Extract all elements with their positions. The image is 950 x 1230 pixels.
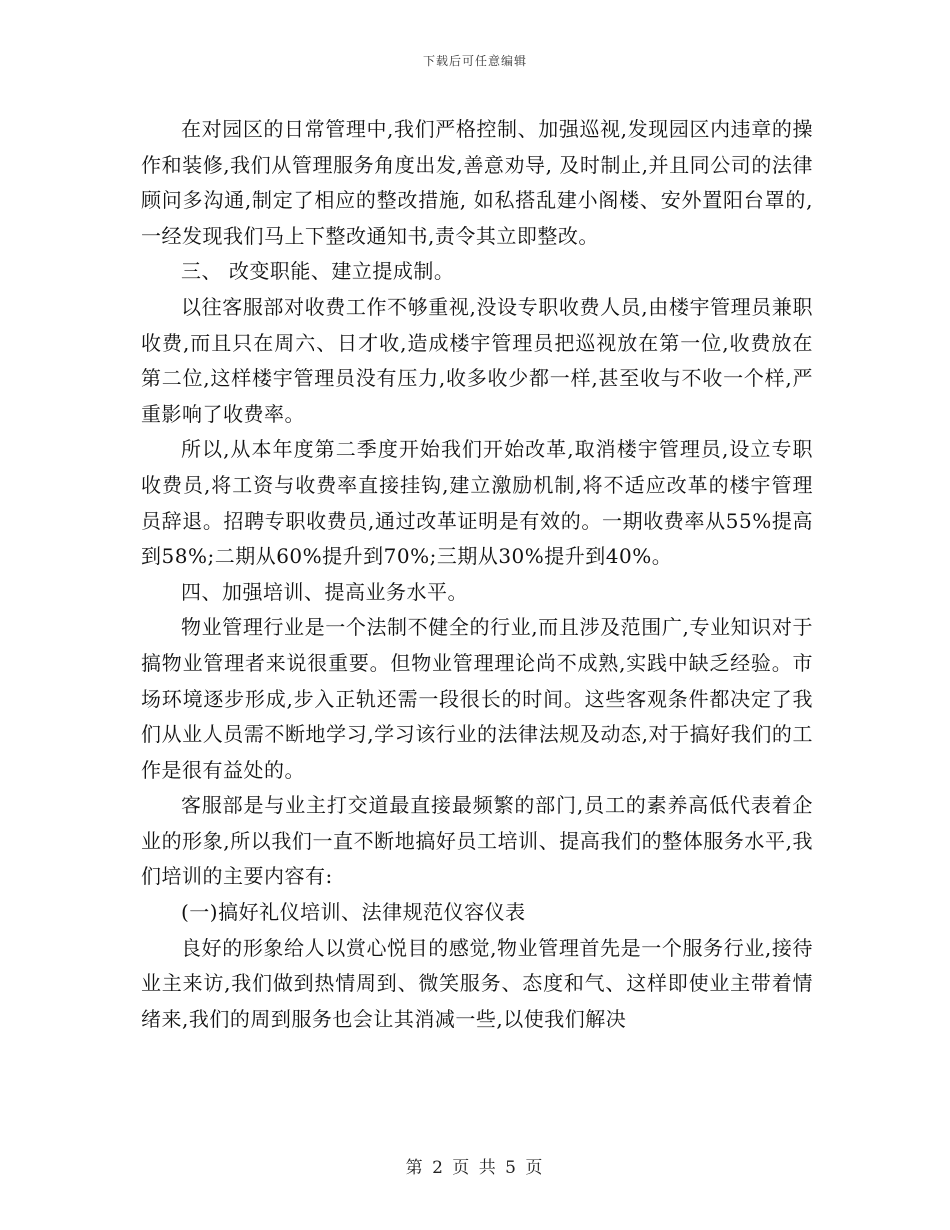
document-body <box>141 112 813 1037</box>
paragraph: 良好的形象给人以赏心悦目的感觉,物业管理首先是一个服务行业,接待业主来访,我们做到热情周到、微笑服务、态度和气、这样即使业主带着情绪来,我们的周到服务也会让其消减一些,以使我们解决 <box>141 935 813 1031</box>
paragraph: 在对园区的日常管理中,我们严格控制、加强巡视,发现园区内违章的操作和装修,我们从管理服务角度出发,善意劝导, 及时制止,并且同公司的法律顾问多沟通,制定了相应的整改措施, 如私搭乱建小阁楼、安外置阳台罩的,一经发现我们马上下整改通知书,责令其立即整改。 <box>141 117 813 248</box>
paragraph: 以往客服部对收费工作不够重视,没设专职收费人员,由楼宇管理员兼职收费,而且只在周六、日才收,造成楼宇管理员把巡视放在第一位,收费放在第二位,这样楼宇管理员没有压力,收多收少都一样,甚至收与不收一个样,严重影响了收费率。 <box>141 294 813 426</box>
page-footer: 第 2 页 共 5 页 <box>405 1158 545 1178</box>
section-heading: 四、加强培训、提高业务水平。 <box>181 579 468 604</box>
subsection-heading: (一)搞好礼仪培训、法律规范仪容仪表 <box>181 900 526 925</box>
page-header: 下载后可任意编辑 <box>422 54 527 68</box>
paragraph: 物业管理行业是一个法制不健全的行业,而且涉及范围广,专业知识对于搞物业管理者来说很重要。但物业管理理论尚不成熟,实践中缺乏经验。市场环境逐步形成,步入正轨还需一段很长的时间。这些客观条件都决定了我们从业人员需不断地学习,学习该行业的法律法规及动态,对于搞好我们的工作是很有益处的。 <box>141 615 813 782</box>
paragraph: 客服部是与业主打交道最直接最频繁的部门,员工的素养高低代表着企业的形象,所以我们一直不断地搞好员工培训、提高我们的整体服务水平,我们培训的主要内容有: <box>141 793 813 889</box>
paragraph: 所以,从本年度第二季度开始我们开始改革,取消楼宇管理员,设立专职收费员,将工资与收费率直接挂钩,建立激励机制,将不适应改革的楼宇管理员辞退。招聘专职收费员,通过改革证明是有效的。一期收费率从55%提高到58%;二期从60%提升到70%;三期从30%提升到40%。 <box>141 437 813 569</box>
section-heading: 三、 改变职能、建立提成制。 <box>181 259 455 284</box>
